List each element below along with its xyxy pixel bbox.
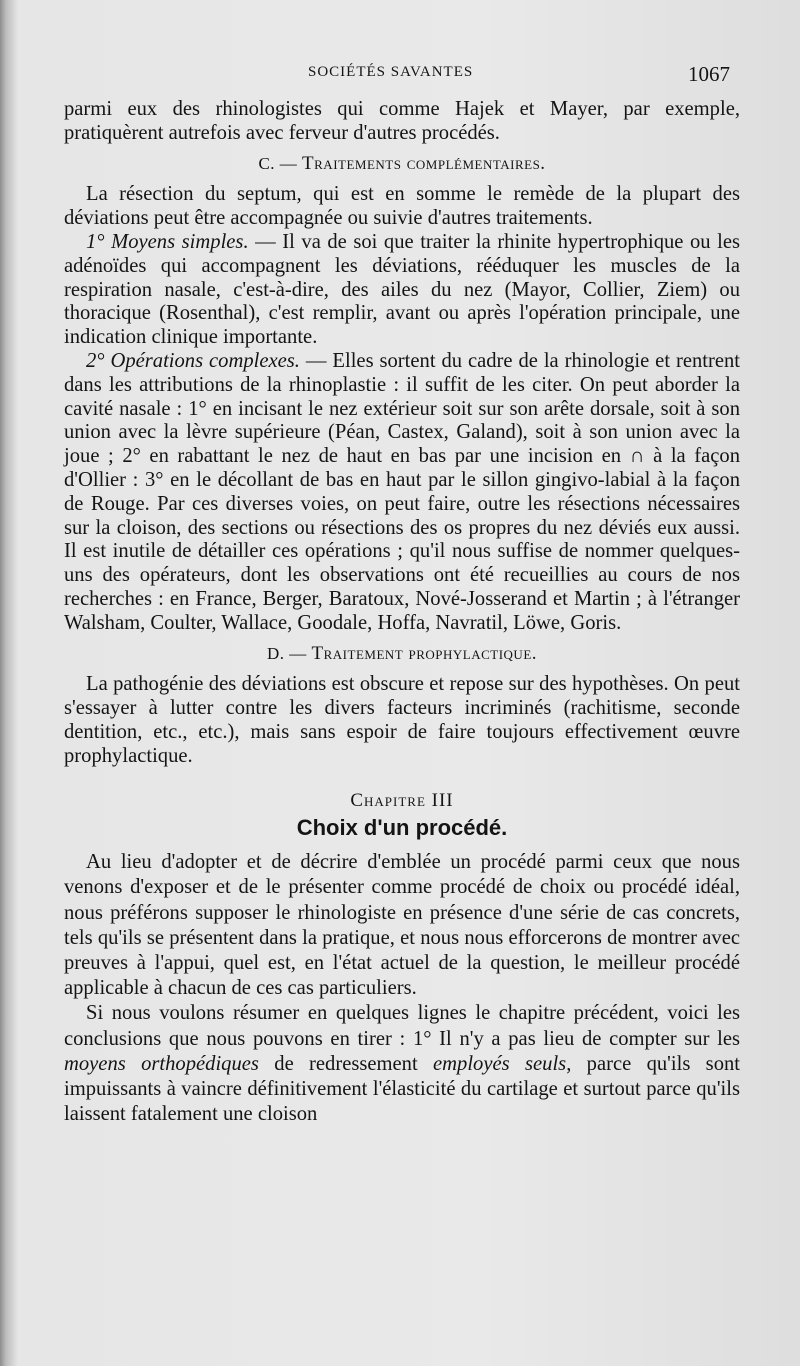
section-heading-d-text: Traitement prophylactique.	[311, 642, 538, 664]
chapter-label: Chapitre III	[350, 789, 454, 811]
paragraph-conclusions	[64, 1001, 740, 1127]
section-heading-c	[64, 152, 740, 176]
page-number: 1067	[688, 62, 730, 86]
conclusions-italic-2: employés seuls	[433, 1052, 567, 1075]
paragraph-moyens-simples	[64, 231, 740, 350]
paragraph-choix: Au lieu d'adopter et de décrire d'emblée un procédé parmi ceux que nous venons d'exposer et de le présenter comme procédé de choix ou procédé idéal, nous préférons supposer le rhinologiste en présence d'une série de cas concrets, tels qu'ils se présentent dans la pratique, et nous nous efforcerons de montrer avec preuves à l'appui, quel est, en l'état actuel de la question, le meilleur procédé applicable à chacun de ces cas particuliers.	[64, 851, 740, 1000]
conclusions-text-c: , parce qu'ils sont impuissants à vaincre définitivement l'élasticité du cartilage et surtout parce qu'ils laissent fatalement une cloison	[64, 1052, 741, 1126]
conclusions-text-b: de redressement	[258, 1052, 434, 1075]
operations-complexes-text: — Elles sortent du cadre de la rhinologie et rentrent dans les attributions de la rhinoplastie : il suffit de les citer. On peut aborder la cavité nasale : 1° en incisant le nez extérieur soit sur son arête dorsale, soit à son union avec la lèvre supérieure (Péan, Castex, Galand), soit à son union avec la joue ; 2° en rabattant le nez de haut en bas par une incision en ∩ à la façon d'Ollier : 3° en le décollant de bas en haut par le sillon gingivo-labial à la façon de Rouge. Par ces diverses voies, on peut faire, outre les résections nécessaires sur la cloison, des sections ou résections des os propres du nez déviés eux aussi. Il est inutile de détailler ces opérations ; qu'il nous suffise de nommer quelques-uns des opérateurs, dont les observations ont été recueillies au cours de nos recherches : en France, Berger, Baratoux, Nové-Josserand et Martin ; à l'étranger Walsham, Coulter, Wallace, Goodale, Hoffa, Navratil, Löwe, Goris.	[64, 349, 740, 634]
paragraph-resection: La résection du septum, qui est en somme le remède de la plupart des déviations peut être accompagnée ou suivie d'autres traitements.	[64, 183, 740, 230]
body-text	[64, 98, 740, 1127]
chapter-body	[64, 850, 740, 1127]
section-heading-c-prefix: C. —	[258, 153, 303, 173]
paragraph-pathogenie: La pathogénie des déviations est obscure et repose sur des hypothèses. On peut s'essayer à lutter contre les divers facteurs incriminés (rachitisme, seconde dentition, etc., etc.), mais sans espoir de faire toujours effectivement œuvre prophylactique.	[64, 673, 740, 767]
paragraph-operations-complexes	[64, 350, 740, 636]
running-head: SOCIÉTÉS SAVANTES	[308, 64, 474, 80]
conclusions-italic-1: moyens orthopédiques	[64, 1052, 259, 1075]
paragraph-continuation: parmi eux des rhinologistes qui comme Hajek et Mayer, par exemple, pratiquèrent autrefois avec ferveur d'autres procédés.	[64, 98, 740, 144]
page-header	[0, 58, 800, 94]
chapter-title: Choix d'un procédé.	[296, 815, 508, 841]
section-heading-d	[64, 642, 740, 666]
conclusions-text-a: Si nous voulons résumer en quelques lignes le chapitre précédent, voici les conclusions que nous pouvons en tirer : 1° Il n'y a pas lieu de compter sur les	[64, 1002, 740, 1050]
moyens-simples-text: — Il va de soi que traiter la rhinite hypertrophique ou les adénoïdes qui accompagnent les déviations, rééduquer les muscles de la respiration nasale, c'est-à-dire, des ailes du nez (Mayor, Collier, Ziem) ou thoracique (Rosenthal), c'est remplir, avant ou après l'opération principale, une indication clinique importante.	[64, 230, 740, 349]
section-heading-c-text: Traitements complémentaires.	[302, 152, 546, 174]
operations-complexes-lead: 2° Opérations complexes.	[86, 349, 300, 372]
section-heading-d-prefix: D. —	[266, 643, 312, 663]
moyens-simples-lead: 1° Moyens simples.	[86, 230, 249, 253]
